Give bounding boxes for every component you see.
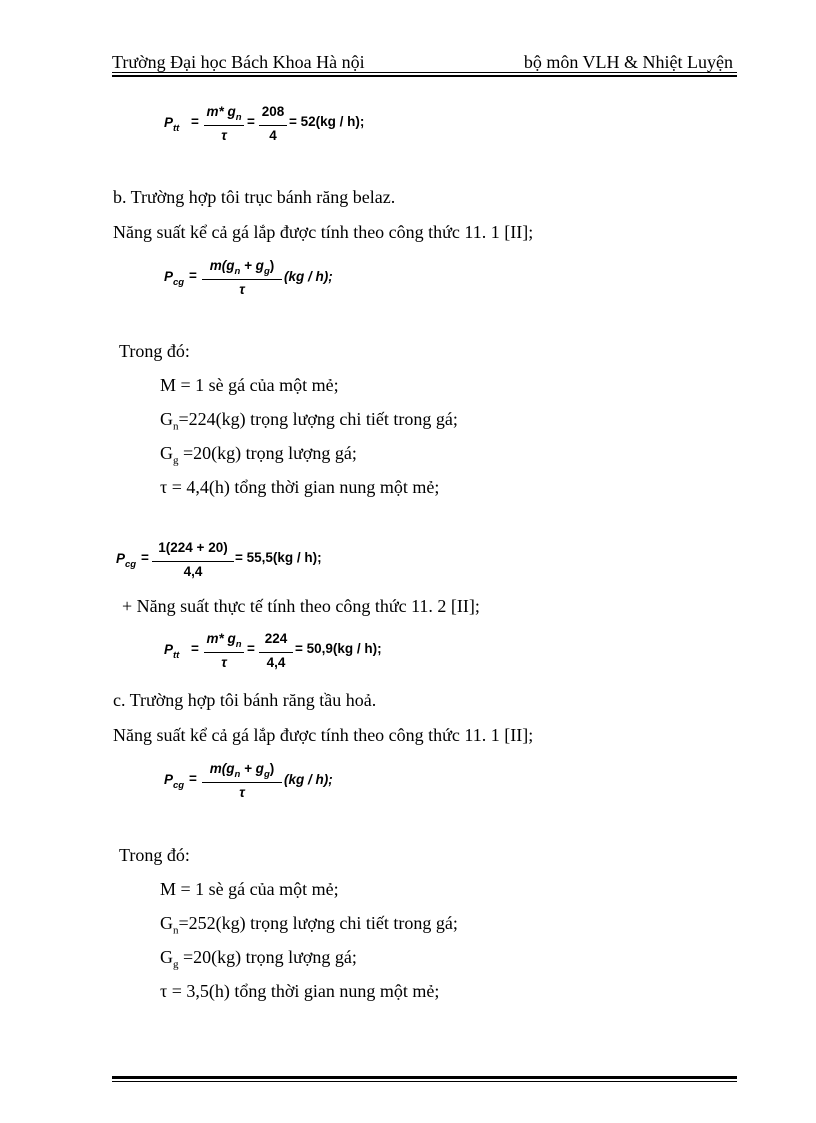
footer-rule: [112, 1081, 737, 1082]
section-b-real-intro: + Năng suất thực tế tính theo công thức 11. 2 [II];: [122, 596, 480, 616]
section-c-item-3: $G_g =20(kg)$ trọng lượng gá;: [160, 947, 357, 971]
formula-ptt-b: $P_{tt}$ = m* $g_n$ τ = 224 4,4 = 50,9(kg / h);: [164, 631, 382, 670]
section-b-item-3: $G_g =20(kg)$ trọng lượng gá;: [160, 443, 357, 467]
header-university: Trường Đại học Bách Khoa Hà nội: [112, 52, 365, 72]
formula-pcg-b: $P_{cg}$ = $m(g_n + g_g)$ τ (kg / h);: [164, 258, 333, 297]
section-c-heading: c. Trường hợp tôi bánh răng tầu hoả.: [113, 690, 377, 710]
section-b-item-4: τ = 4,4(h) tổng thời gian nung một mẻ;: [160, 477, 440, 497]
footer-rule-bold: [112, 1076, 737, 1079]
section-c-item-4: τ = 3,5(h) tổng thời gian nung một mẻ;: [160, 981, 440, 1001]
header-department: bộ môn VLH & Nhiệt Luyện: [523, 52, 733, 72]
section-c-intro: Năng suất kể cả gá lắp được tính theo công thức 11. 1 [II];: [113, 725, 534, 745]
section-b-intro: Năng suất kể cả gá lắp được tính theo công thức 11. 1 [II];: [113, 222, 534, 242]
formula-ptt-1: $P_{tt}$ = m* $g_n$ τ = 208 4 = 52(kg / h);: [164, 104, 365, 143]
section-b-heading: b. Trường hợp tôi trục bánh răng belaz.: [113, 187, 396, 207]
section-c-item-1: M = 1 sè gá của một mẻ;: [160, 879, 339, 899]
header-rule: [112, 72, 737, 73]
section-b-item-2: $G_n=224(kg)$ trọng lượng chi tiết trong gá;: [160, 409, 458, 433]
section-b-where: Trong đó:: [119, 341, 190, 361]
section-c-where: Trong đó:: [119, 845, 190, 865]
section-c-item-2: $G_n=252(kg)$ trọng lượng chi tiết trong gá;: [160, 913, 458, 937]
formula-pcg-c: $P_{cg}$ = $m(g_n + g_g)$ τ (kg / h);: [164, 761, 333, 800]
header-rule-bold: [112, 75, 737, 77]
formula-pcg-b-calc: $P_{cg}$ = 1(224 + 20) 4,4 = 55,5(kg / h);: [116, 540, 322, 579]
section-b-item-1: M = 1 sè gá của một mẻ;: [160, 375, 339, 395]
